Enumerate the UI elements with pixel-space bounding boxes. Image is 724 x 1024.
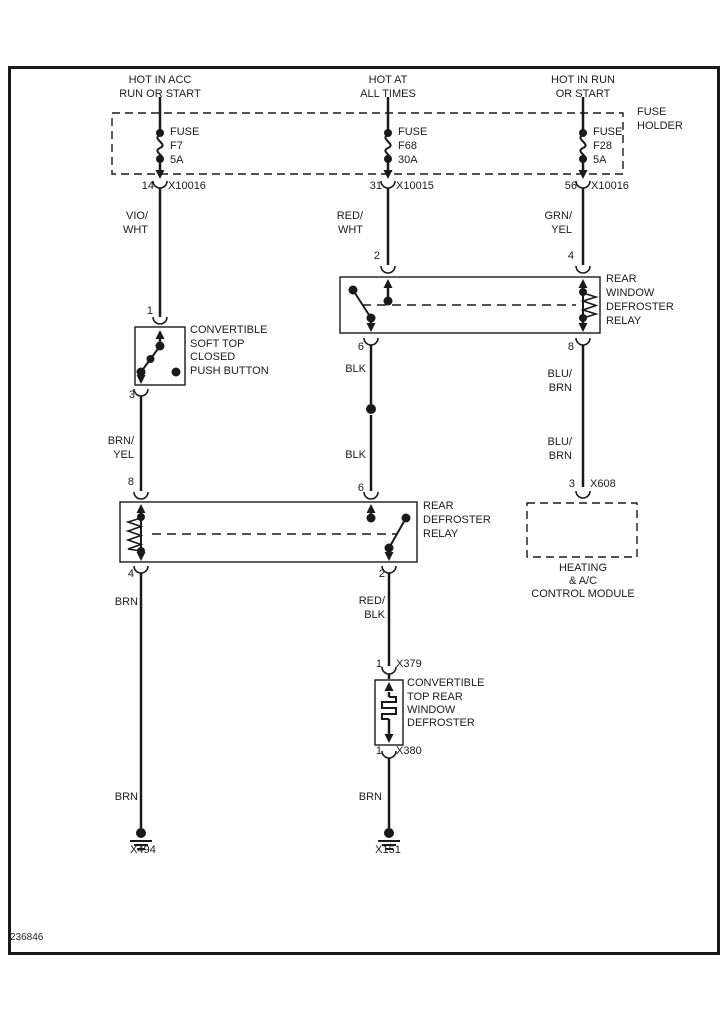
fuse-f68-label: FUSE [398,126,428,138]
rw-relay-pin8: 8 [567,341,574,353]
fuse-f28-label: FUSE [593,126,623,138]
switch-arms [141,290,406,548]
connector-middle-pin: 31 [369,180,382,192]
hvac-module-box [527,503,637,557]
fuse-f7-label: FUSE [170,126,200,138]
connector-x608-pin: 3 [568,478,575,490]
connector-left-pin: 14 [141,180,154,192]
rw-relay-label-line1: REAR [606,273,637,285]
wire-brn-middle: BRN [358,791,382,803]
rd-relay-pin4: 4 [127,568,134,580]
rw-relay-pin4: 4 [567,250,574,262]
wire-blu-brn-lower-line1: BLU/ [547,436,572,448]
wires [141,97,583,828]
fuse-f68-rating: 30A [398,154,418,166]
connector-x379-pin: 1 [375,658,382,670]
fuse-holder-label-line1: FUSE [637,106,667,118]
hvac-label-line2: & A/C [568,575,598,587]
source-batt-line2: ALL TIMES [360,88,416,100]
fuse-f28-id: F28 [593,140,612,152]
wire-vio-wht-line2: WHT [122,224,148,236]
wire-brn-yel-line1: BRN/ [107,435,134,447]
diagram-strokes [10,68,719,954]
fuse-f7-id: F7 [170,140,183,152]
splice-dot [366,404,376,414]
wire-red-wht-line2: WHT [337,224,363,236]
rw-relay-label-line4: RELAY [606,315,642,327]
source-run-line1: HOT IN RUN [551,74,615,86]
fuse-f7-rating: 5A [170,154,184,166]
rd-relay-label-line2: DEFROSTER [423,514,491,526]
fuse-holder-box [112,113,623,174]
rw-relay-label-line3: DEFROSTER [606,301,674,313]
coil-zigzag-left [128,518,141,551]
connector-x608-id: X608 [590,478,616,490]
wire-brn-left-lower: BRN [114,791,138,803]
hvac-label-line3: CONTROL MODULE [531,588,635,600]
push-button-label-line4: PUSH BUTTON [190,365,269,377]
ground-left-label: X494 [130,844,156,856]
push-button-pin-bottom: 3 [128,389,135,401]
top-defroster-label-line1: CONVERTIBLE [407,677,485,689]
rw-relay-pin6: 6 [357,341,364,353]
push-button-label-line3: CLOSED [190,351,236,363]
connector-left-id: X10016 [168,180,206,192]
top-defroster-label-line2: TOP REAR [407,691,463,703]
connector-right-id: X10016 [591,180,629,192]
wire-red-blk-line1: RED/ [358,595,385,607]
wire-brn-left-upper: BRN [114,596,138,608]
rw-relay-pin2: 2 [373,250,380,262]
hvac-label-line1: HEATING [558,562,608,574]
wire-vio-wht-line1: VIO/ [125,210,148,222]
heating-element-symbol [382,697,396,719]
wire-blu-brn-upper-line2: BRN [548,382,572,394]
source-acc-line2: RUN OR START [119,88,201,100]
push-button-label-line2: SOFT TOP [190,338,245,350]
push-button-pin-top: 1 [146,305,153,317]
wire-red-blk-line2: BLK [364,609,385,621]
rd-relay-label-line1: REAR [423,500,454,512]
wire-blu-brn-upper-line1: BLU/ [547,368,572,380]
wire-grn-yel-line1: GRN/ [544,210,572,222]
connector-x380-id: X380 [396,745,422,757]
fuse-f68-id: F68 [398,140,417,152]
wire-blk-lower: BLK [345,449,366,461]
connector-middle-id: X10015 [396,180,434,192]
doc-number: 236846 [10,932,44,943]
connector-arcs [134,181,590,758]
source-batt-line1: HOT AT [368,74,408,86]
top-defroster-label-line3: WINDOW [407,704,456,716]
connector-right-pin: 56 [564,180,577,192]
connector-x379-id: X379 [396,658,422,670]
wire-blk-upper: BLK [345,363,366,375]
wire-blu-brn-lower-line2: BRN [548,450,572,462]
rd-relay-label-line3: RELAY [423,528,459,540]
source-run-line2: OR START [555,88,611,100]
push-button-label-line1: CONVERTIBLE [190,324,268,336]
connector-x380-pin: 1 [375,745,382,757]
rd-relay-pin2: 2 [378,568,385,580]
rw-relay-label-line2: WINDOW [606,287,655,299]
ground-middle-label: X151 [375,844,401,856]
top-defroster-label-line4: DEFROSTER [407,717,475,729]
fuse-symbols [157,135,585,161]
coil-zigzag-right [583,293,596,318]
wire-red-wht-line1: RED/ [336,210,363,222]
fuse-holder-label-line2: HOLDER [637,120,683,132]
rd-relay-pin8: 8 [127,476,134,488]
wire-brn-yel-line2: YEL [113,449,134,461]
rd-relay-pin6: 6 [357,482,364,494]
fuse-f28-rating: 5A [593,154,607,166]
page-frame [10,68,719,954]
wire-grn-yel-line2: YEL [551,224,572,236]
source-acc-line1: HOT IN ACC [128,74,192,86]
